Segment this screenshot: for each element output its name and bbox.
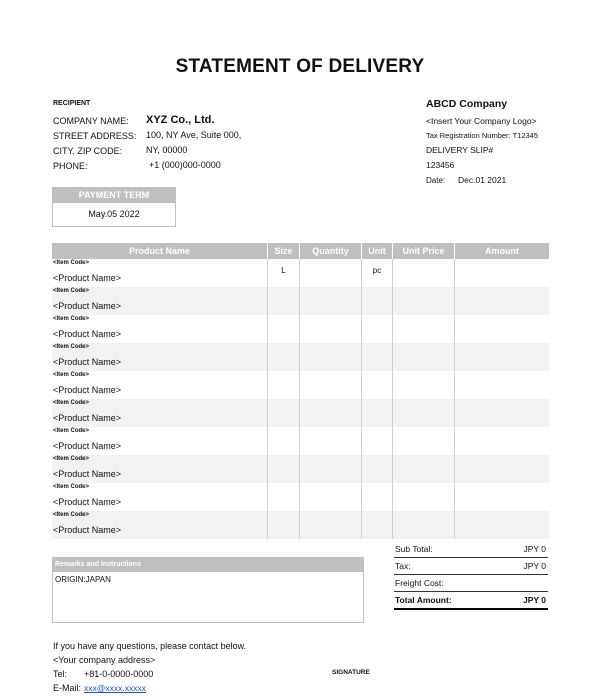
item-code: <Item Code> bbox=[53, 428, 90, 434]
remarks-text: ORIGIN:JAPAN bbox=[55, 575, 111, 584]
cell-size bbox=[268, 343, 300, 371]
table-row bbox=[52, 399, 549, 427]
street-address-label: STREET ADDRESS: bbox=[53, 131, 137, 141]
cell-quantity bbox=[300, 259, 362, 287]
cell-quantity bbox=[300, 455, 362, 483]
remarks-heading: Remarks and Instructions bbox=[53, 558, 363, 572]
subtotal-value: JPY 0 bbox=[523, 544, 546, 554]
cell-unit bbox=[362, 315, 393, 343]
cell-product bbox=[52, 483, 268, 511]
item-code: <Item Code> bbox=[53, 260, 90, 266]
signature-label: SIGNATURE bbox=[332, 669, 370, 676]
remarks-box bbox=[52, 557, 364, 623]
payment-term-box bbox=[52, 187, 176, 227]
tax-label: Tax: bbox=[395, 561, 411, 571]
date-label: Date: bbox=[426, 176, 446, 185]
item-code: <Item Code> bbox=[53, 400, 90, 406]
tax-row bbox=[394, 558, 548, 575]
item-code: <Item Code> bbox=[53, 372, 90, 378]
col-product-name: Product Name bbox=[52, 243, 268, 259]
cell-amount bbox=[455, 427, 549, 455]
tax-value: JPY 0 bbox=[523, 561, 546, 571]
email-label: E-Mail: bbox=[53, 683, 82, 693]
cell-quantity bbox=[300, 399, 362, 427]
company-name-value: XYZ Co., Ltd. bbox=[146, 114, 215, 126]
cell-product bbox=[52, 287, 268, 315]
delivery-slip-label: DELIVERY SLIP# bbox=[426, 145, 494, 155]
subtotal-row bbox=[394, 541, 548, 558]
cell-product bbox=[52, 511, 268, 539]
table-row bbox=[52, 259, 549, 287]
freight-label: Freight Cost: bbox=[395, 578, 444, 588]
cell-quantity bbox=[300, 343, 362, 371]
cell-amount bbox=[455, 399, 549, 427]
phone-label: PHONE: bbox=[53, 161, 88, 171]
cell-amount bbox=[455, 455, 549, 483]
cell-quantity bbox=[300, 427, 362, 455]
cell-amount bbox=[455, 259, 549, 287]
cell-product bbox=[52, 343, 268, 371]
cell-unit bbox=[362, 455, 393, 483]
cell-size bbox=[268, 259, 300, 287]
col-unit-price: Unit Price bbox=[393, 243, 455, 259]
item-code: <Item Code> bbox=[53, 344, 90, 350]
cell-unit-price bbox=[393, 259, 455, 287]
product-name: <Product Name> bbox=[53, 497, 122, 507]
cell-unit bbox=[362, 427, 393, 455]
tel-label: Tel: bbox=[53, 669, 68, 679]
cell-product bbox=[52, 455, 268, 483]
email-link[interactable]: xxx@xxxx.xxxxx bbox=[84, 683, 146, 693]
tax-registration-number: Tax Registration Number: T12345 bbox=[426, 131, 539, 140]
payment-term-value: May.05 2022 bbox=[88, 209, 140, 219]
cell-unit-price bbox=[393, 371, 455, 399]
cell-amount bbox=[455, 287, 549, 315]
delivery-slip-number: 123456 bbox=[426, 160, 455, 170]
product-name: <Product Name> bbox=[53, 329, 122, 339]
product-name: <Product Name> bbox=[53, 441, 122, 451]
cell-unit-price bbox=[393, 511, 455, 539]
col-amount: Amount bbox=[485, 246, 519, 256]
cell-unit-price bbox=[393, 287, 455, 315]
subtotal-label: Sub Total: bbox=[395, 544, 433, 554]
product-name: <Product Name> bbox=[53, 413, 122, 423]
cell-size bbox=[268, 315, 300, 343]
table-row bbox=[52, 511, 549, 539]
cell-quantity bbox=[300, 371, 362, 399]
contact-line: If you have any questions, please contact below. bbox=[53, 641, 247, 651]
tel-value: +81-0-0000-0000 bbox=[84, 669, 154, 679]
cell-size bbox=[268, 287, 300, 315]
cell-unit bbox=[362, 483, 393, 511]
cell-size bbox=[268, 511, 300, 539]
cell-product bbox=[52, 427, 268, 455]
cell-amount bbox=[455, 343, 549, 371]
table-body bbox=[52, 259, 549, 539]
product-name: <Product Name> bbox=[53, 385, 122, 395]
unit-value: pc bbox=[372, 266, 382, 275]
cell-size bbox=[268, 455, 300, 483]
table-row bbox=[52, 287, 549, 315]
cell-size bbox=[268, 371, 300, 399]
sender-company-name: ABCD Company bbox=[426, 98, 508, 110]
cell-quantity bbox=[300, 287, 362, 315]
item-code: <Item Code> bbox=[53, 316, 90, 322]
freight-row bbox=[394, 575, 548, 592]
item-code: <Item Code> bbox=[53, 288, 90, 294]
col-size: Size bbox=[268, 243, 300, 259]
cell-quantity bbox=[300, 483, 362, 511]
company-address: <Your company address> bbox=[53, 655, 156, 665]
payment-term-heading: PAYMENT TERM bbox=[53, 188, 175, 203]
size-value: L bbox=[281, 266, 286, 275]
document-title: STATEMENT OF DELIVERY bbox=[175, 56, 425, 77]
cell-unit bbox=[362, 399, 393, 427]
recipient-heading: RECIPIENT bbox=[53, 100, 91, 107]
total-value: JPY 0 bbox=[522, 595, 546, 605]
phone-value: +1 (000)000-0000 bbox=[149, 160, 221, 170]
table-header bbox=[52, 243, 549, 259]
product-name: <Product Name> bbox=[53, 273, 122, 283]
product-name: <Product Name> bbox=[53, 301, 122, 311]
cell-unit-price bbox=[393, 343, 455, 371]
table-row bbox=[52, 455, 549, 483]
city-zip-value: NY, 00000 bbox=[146, 145, 188, 155]
col-unit: Unit bbox=[362, 243, 393, 259]
cell-amount bbox=[455, 511, 549, 539]
cell-unit-price bbox=[393, 399, 455, 427]
cell-size bbox=[268, 399, 300, 427]
cell-unit bbox=[362, 287, 393, 315]
date-value: Dec.01 2021 bbox=[458, 175, 507, 185]
cell-product bbox=[52, 399, 268, 427]
cell-unit bbox=[362, 259, 393, 287]
items-table bbox=[52, 243, 549, 539]
product-name: <Product Name> bbox=[53, 469, 122, 479]
cell-unit-price bbox=[393, 315, 455, 343]
company-logo-placeholder: <Insert Your Company Logo> bbox=[426, 116, 537, 126]
cell-quantity bbox=[300, 511, 362, 539]
total-row bbox=[394, 592, 548, 610]
cell-unit bbox=[362, 371, 393, 399]
table-row bbox=[52, 315, 549, 343]
cell-unit-price bbox=[393, 427, 455, 455]
cell-unit-price bbox=[393, 483, 455, 511]
cell-amount bbox=[455, 371, 549, 399]
total-label: Total Amount: bbox=[395, 595, 452, 605]
item-code: <Item Code> bbox=[53, 484, 90, 490]
city-zip-label: CITY, ZIP CODE: bbox=[53, 146, 123, 156]
cell-product bbox=[52, 371, 268, 399]
cell-product bbox=[52, 315, 268, 343]
cell-size bbox=[268, 427, 300, 455]
col-quantity: Quantity bbox=[300, 243, 362, 259]
product-name: <Product Name> bbox=[53, 357, 122, 367]
product-name: <Product Name> bbox=[53, 525, 122, 535]
item-code: <Item Code> bbox=[53, 456, 90, 462]
cell-quantity bbox=[300, 315, 362, 343]
table-row bbox=[52, 343, 549, 371]
table-row bbox=[52, 427, 549, 455]
cell-unit bbox=[362, 343, 393, 371]
cell-size bbox=[268, 483, 300, 511]
street-address-value: 100, NY Ave, Suite 000, bbox=[146, 130, 242, 140]
cell-product bbox=[52, 259, 268, 287]
company-name-label: COMPANY NAME: bbox=[53, 116, 129, 126]
cell-unit bbox=[362, 511, 393, 539]
cell-unit-price bbox=[393, 455, 455, 483]
table-row bbox=[52, 371, 549, 399]
totals-block bbox=[394, 541, 548, 610]
table-row bbox=[52, 483, 549, 511]
item-code: <Item Code> bbox=[53, 512, 90, 518]
cell-amount bbox=[455, 483, 549, 511]
cell-amount bbox=[455, 315, 549, 343]
